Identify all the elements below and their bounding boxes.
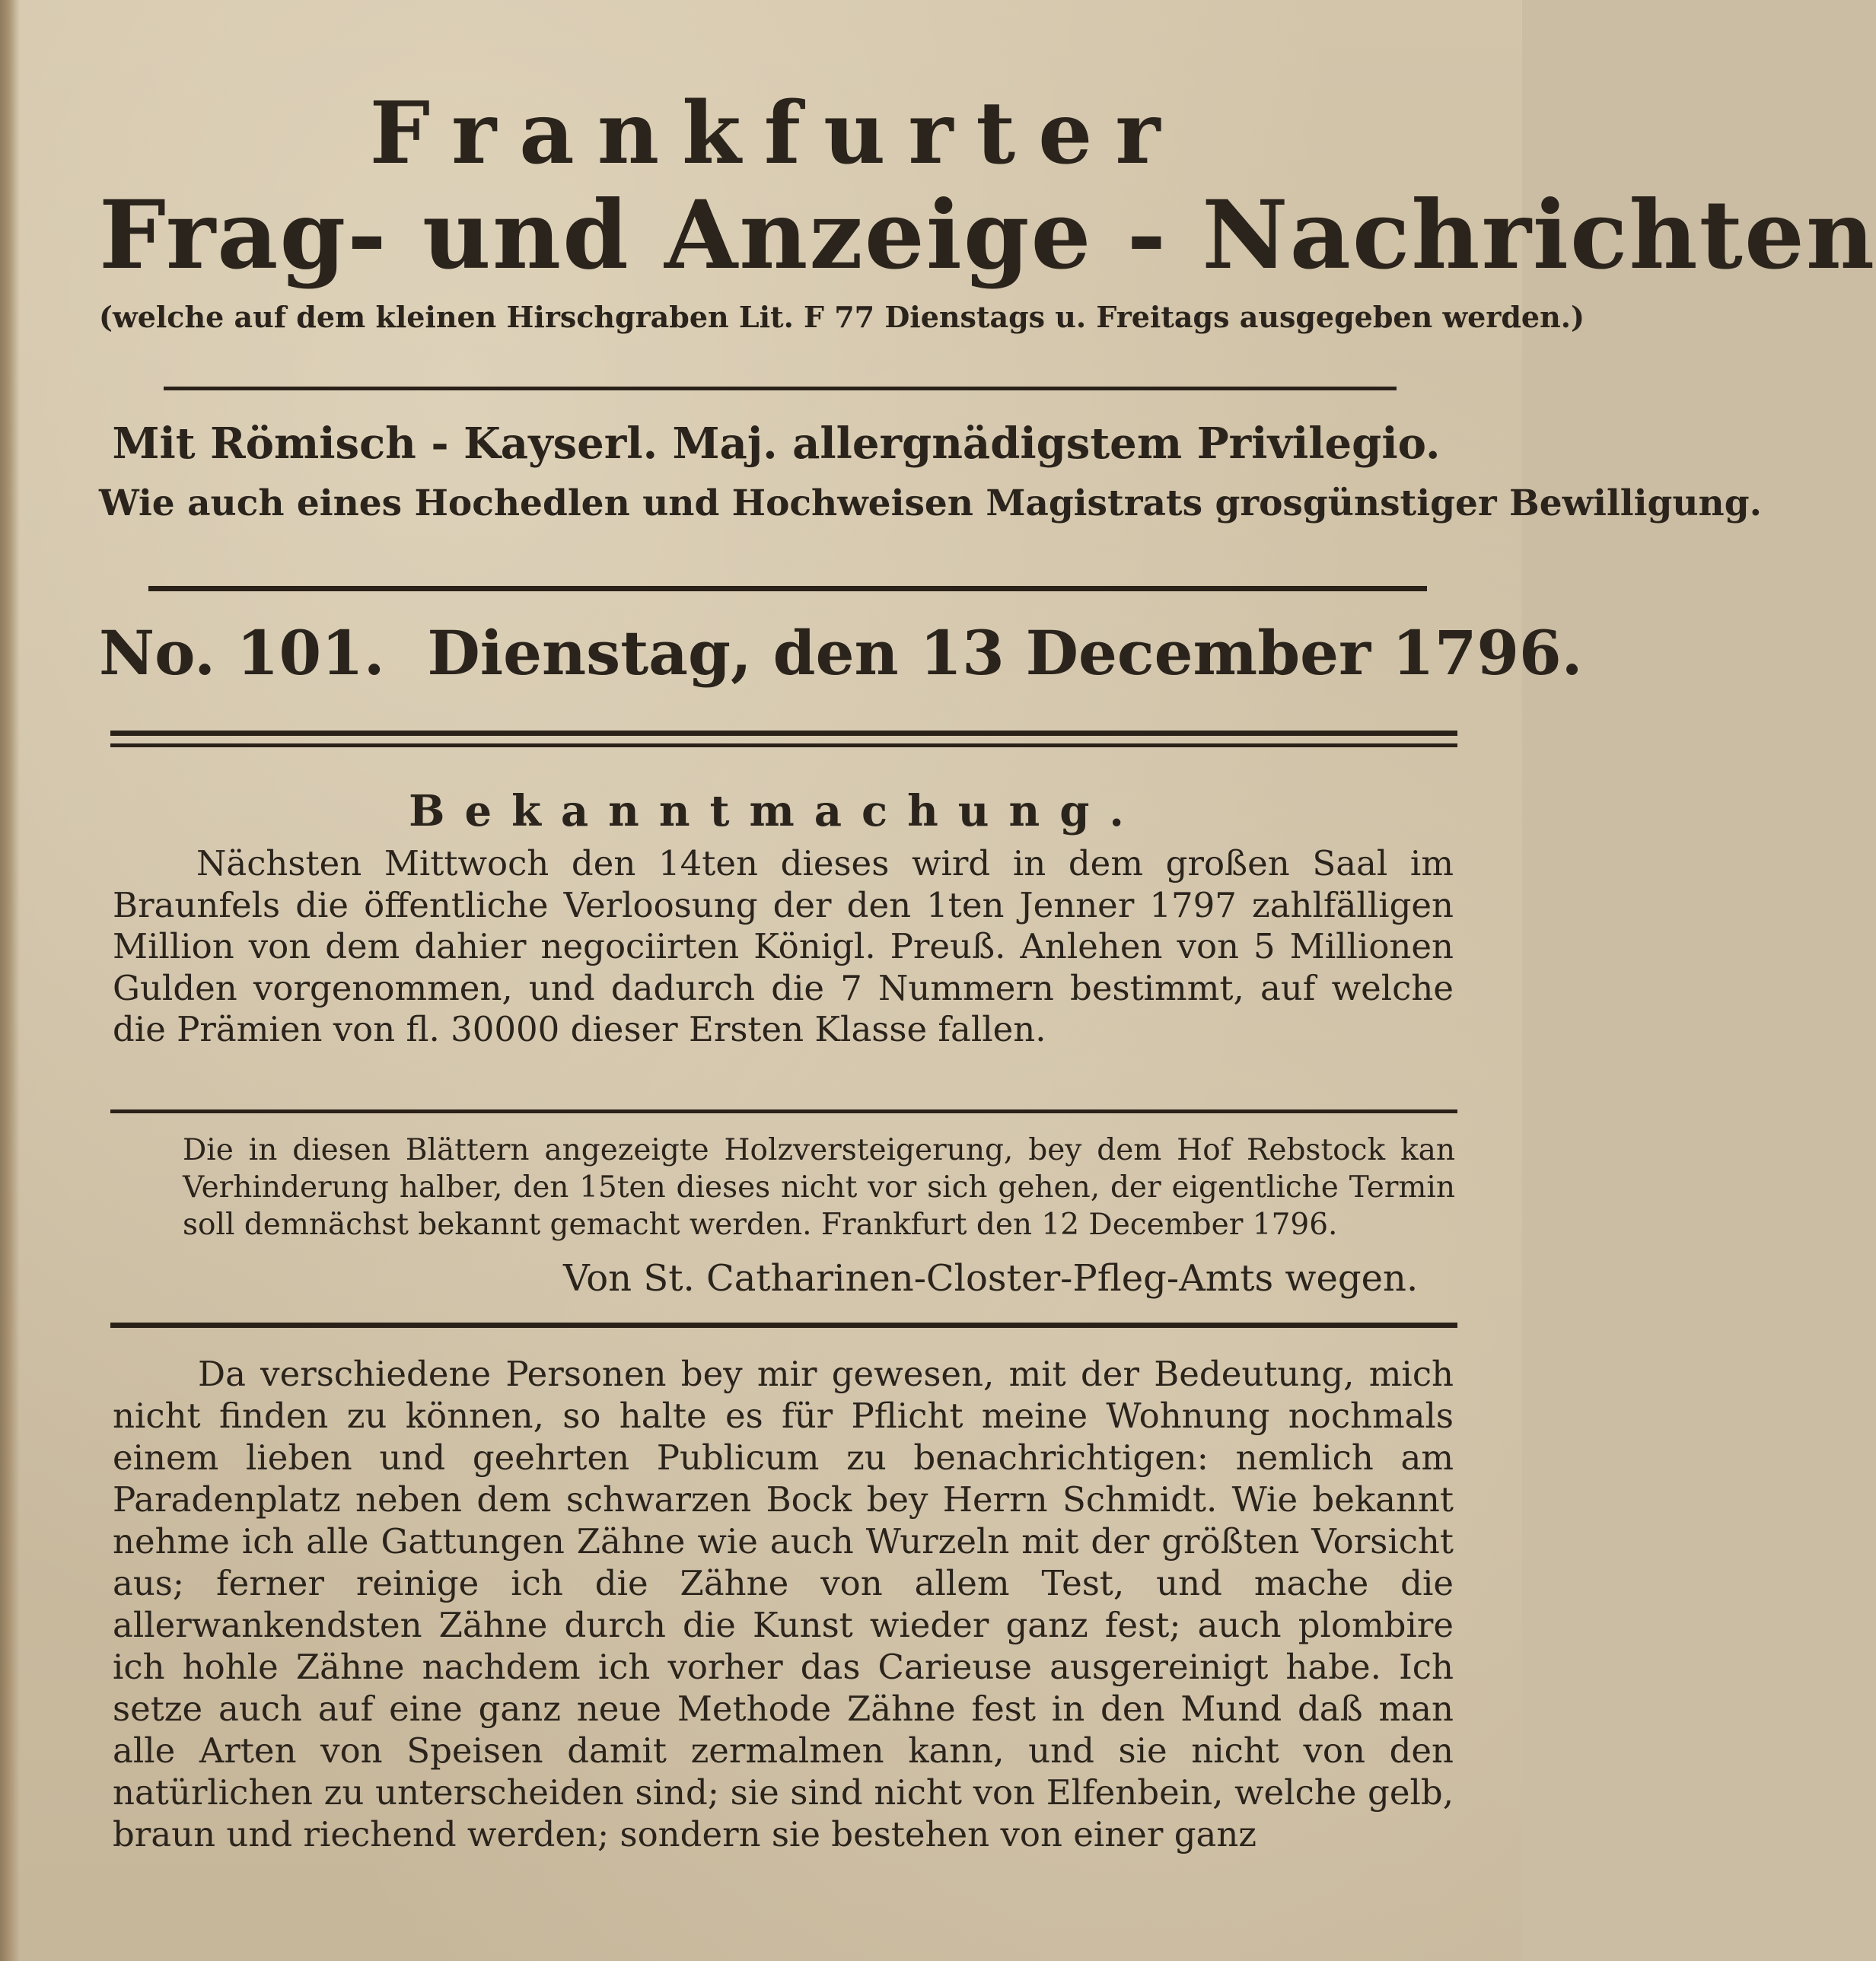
approval-line: Wie auch eines Hochedlen und Hochweisen Magistrats grosgünstiger Bewilligung. (99, 482, 1762, 524)
divider-rule (164, 387, 1397, 390)
divider-rule (110, 1323, 1457, 1328)
notice-heading: Bekanntmachung. (409, 786, 1144, 836)
lottery-notice-text: Nächsten Mittwoch den 14ten dieses wird in dem großen Saal im Braunfels die öffentliche Verloosung der den 1ten Jenner 1797 zahlfälligen Million von dem dahier negociirten Königl. Preuß. Anlehen von 5 Millionen Gulden vorgenommen, und dadurch die 7 Nummern bestimmt, auf welche die Prämien von fl. 30000 dieser Ersten Klasse fallen. (113, 843, 1454, 1049)
privilege-line: Mit Römisch - Kayserl. Maj. allergnädigstem Privilegio. (112, 419, 1441, 469)
auction-notice-text: Die in diesen Blättern angezeigte Holzversteigerung, bey dem Hof Rebstock kan Verhinderung halber, den 15ten dieses nicht vor sich gehen, der eigentliche Termin soll demnächst bekannt gemacht werden. Frankfurt den 12 December 1796. (183, 1133, 1455, 1242)
divider-rule (110, 1109, 1457, 1113)
divider-rule (148, 586, 1427, 591)
double-divider-rule (110, 731, 1457, 747)
issuance-note: (welche auf dem kleinen Hirschgraben Lit. F 77 Dienstags u. Freitags ausgegeben werden.) (99, 300, 1585, 334)
issue-number: No. 101. (99, 617, 385, 689)
masthead-title-line2: Frag- und Anzeige - Nachrichten (99, 180, 1876, 291)
page-binding-edge (0, 0, 20, 1961)
issue-date: Dienstag, den 13 December 1796. (427, 617, 1583, 689)
masthead-title-line1: Frankfurter (369, 84, 1183, 183)
auction-notice-signature: Von St. Catharinen-Closter-Pfleg-Amts wegen. (563, 1257, 1419, 1300)
issue-line (99, 617, 1583, 689)
dentist-notice-text: Da verschiedene Personen bey mir gewesen, mit der Bedeutung, mich nicht finden zu können, so halte es für Pflicht meine Wohnung nochmals einem lieben und geehrten Publicum zu benachrichtigen: nemlich am Paradenplatz neben dem schwarzen Bock bey Herrn Schmidt. Wie bekannt nehme ich alle Gattungen Zähne wie auch Wurzeln mit der größten Vorsicht aus; ferner reinige ich die Zähne von allem Test, und mache die allerwankendsten Zähne durch die Kunst wieder ganz fest; auch plombire ich hohle Zähne nachdem ich vorher das Carieuse ausgereinigt habe. Ich setze auch auf eine ganz neue Methode Zähne fest in den Mund daß man alle Arten von Speisen damit zermalmen kann, und sie nicht von den natürlichen zu unterscheiden sind; sie sind nicht von Elfenbein, welche gelb, braun und riechend werden; sondern sie bestehen von einer ganz (113, 1354, 1454, 1854)
